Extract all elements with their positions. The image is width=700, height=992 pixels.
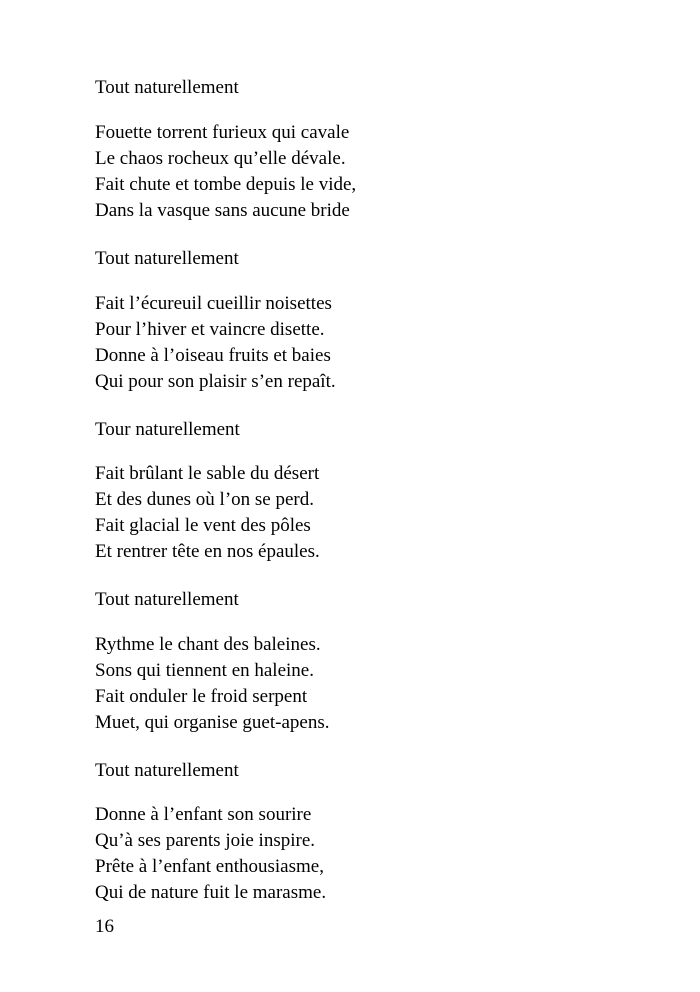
refrain-line: Tout naturellement	[95, 248, 239, 269]
page-number: 16	[95, 916, 114, 937]
refrain-line: Tour naturellement	[95, 419, 240, 440]
verse-line: Fait onduler le froid serpent	[95, 686, 308, 707]
verse-line: Le chaos rocheux qu’elle dévale.	[95, 148, 346, 169]
verse-line: Fait glacial le vent des pôles	[95, 515, 311, 536]
verse-line: Prête à l’enfant enthousiasme,	[95, 856, 324, 877]
verse-line: Et des dunes où l’on se perd.	[95, 489, 314, 510]
verse-line: Sons qui tiennent en haleine.	[95, 660, 314, 681]
refrain-line: Tout naturellement	[95, 77, 239, 98]
verse-line: Et rentrer tête en nos épaules.	[95, 541, 320, 562]
verse-line: Fait chute et tombe depuis le vide,	[95, 174, 357, 195]
verse-line: Qui de nature fuit le marasme.	[95, 882, 327, 903]
verse-line: Muet, qui organise guet-apens.	[95, 712, 330, 733]
verse-line: Dans la vasque sans aucune bride	[95, 200, 350, 221]
verse-line: Fait brûlant le sable du désert	[95, 463, 320, 484]
verse-line: Donne à l’oiseau fruits et baies	[95, 345, 331, 366]
verse-line: Fait l’écureuil cueillir noisettes	[95, 293, 332, 314]
verse-line: Qu’à ses parents joie inspire.	[95, 830, 316, 851]
verse-line: Donne à l’enfant son sourire	[95, 804, 312, 825]
refrain-line: Tout naturellement	[95, 760, 239, 781]
refrain-line: Tout naturellement	[95, 589, 239, 610]
verse-line: Qui pour son plaisir s’en repaît.	[95, 371, 336, 392]
verse-line: Rythme le chant des baleines.	[95, 634, 321, 655]
verse-line: Fouette torrent furieux qui cavale	[95, 122, 350, 143]
verse-line: Pour l’hiver et vaincre disette.	[95, 319, 325, 340]
